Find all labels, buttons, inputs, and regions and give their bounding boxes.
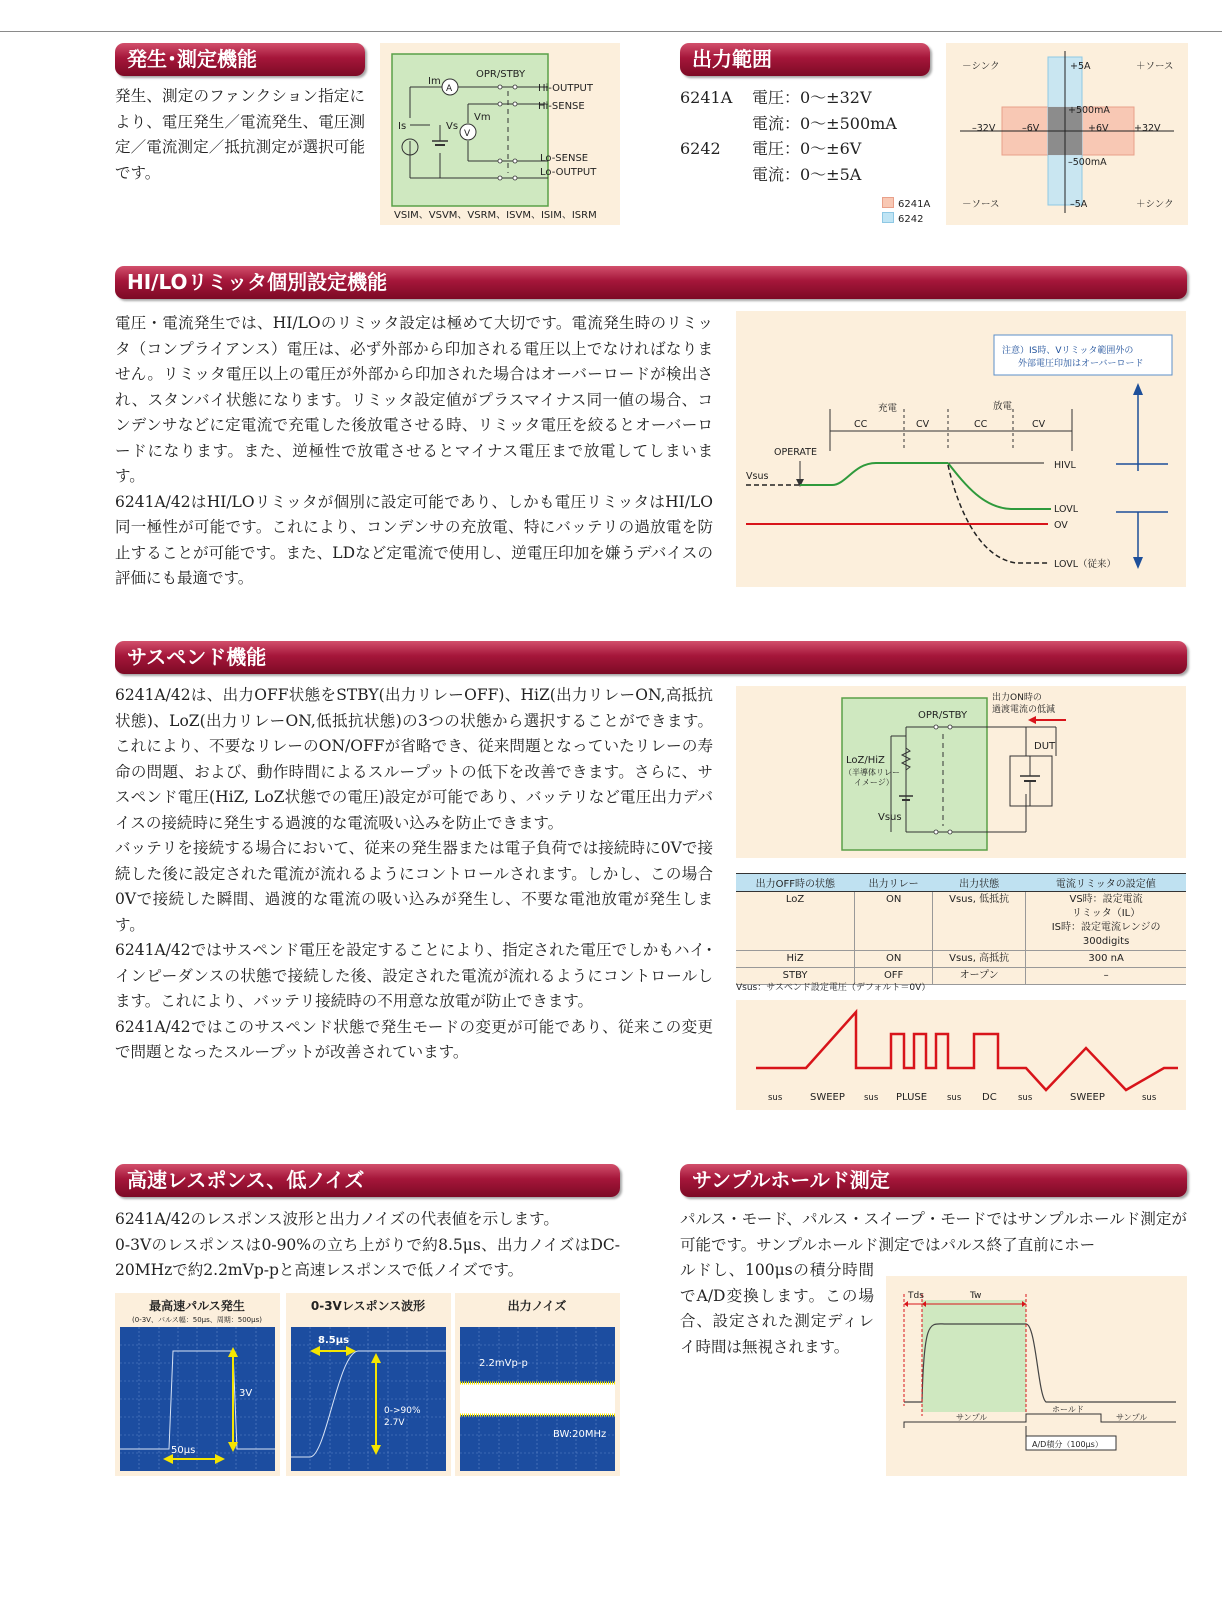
section-header-range: 出力範囲 <box>680 43 930 76</box>
lo-sense-label: Lo-SENSE <box>540 153 589 164</box>
transient-note-line1: 出力ON時の <box>992 693 1042 703</box>
suspend-mode-waveform <box>736 1000 1186 1110</box>
output-range-diagram <box>946 43 1188 225</box>
minus-source-label: －ソース <box>962 199 1000 210</box>
table-header: 出力リレー <box>855 874 933 892</box>
suspend-paragraph: 6241A/42ではサスペンド電圧を設定することにより、指定された電圧でしかもハイ･インピーダンスの状態で接続した後、設定された電流が流れるようにコントロールします。これにより、バッテリ接続時の不用意な放電が防止できます。 <box>115 941 713 1010</box>
scope-label-risetime: 8.5μs <box>318 1335 350 1346</box>
suspend-paragraph: 6241A/42は、出力OFF状態をSTBY(出力リレーOFF)、HiZ(出力リレーON,高抵抗状態)、LoZ(出力リレーON,低抵抗状態)の3つの状態から選択することができます。これにより、不要なリレーのON/OFFが省略でき、従来問題となっていたリレーの寿命の問題、および、動作時間によるスループットの低下を改善できます。さらに、サスペンド電圧(HiZ, LoZ状態での電圧)設定が可能であり、バッテリなど電圧出力デバイスの接続時に発生する過渡的な電流吸い込みを防止できます。 <box>115 686 713 832</box>
scope-label-noise: 2.2mVp-p <box>479 1358 528 1369</box>
charge-label: 充電 <box>878 403 898 414</box>
wave-label: sus <box>1142 1093 1157 1103</box>
section-header-generation: 発生･測定機能 <box>115 43 365 76</box>
plus-5a-label: +5A <box>1070 61 1091 72</box>
is-label: Is <box>398 121 407 132</box>
section-header-response: 高速レスポンス、低ノイズ <box>115 1164 620 1197</box>
minus-5a-label: –5A <box>1070 199 1088 210</box>
range-spec-list <box>680 85 897 187</box>
scope-label-amplitude: 3V <box>239 1388 253 1399</box>
vm-label: Vm <box>474 112 491 123</box>
wave-label: sus <box>947 1093 962 1103</box>
sample-hold-text-narrow: ルドし、100μsの積分時間でA/D変換します。この場合、設定された測定ディレイ時間は無視されます。 <box>680 1261 874 1356</box>
voltmeter-v-label: V <box>464 129 471 139</box>
response-paragraph: 6241A/42のレスポンス波形と出力ノイズの代表値を示します。 <box>115 1210 559 1228</box>
lo-output-label: Lo-OUTPUT <box>540 167 597 178</box>
dut-label: DUT <box>1034 741 1056 752</box>
scope-pulse <box>115 1293 280 1476</box>
table-row: STBY OFF オープン – <box>736 968 1186 985</box>
lovl-conventional-label: LOVL（従来） <box>1054 559 1117 570</box>
discharge-label: 放電 <box>993 401 1013 412</box>
table-row: HiZ ON Vsus, 高抵抗 300 nA <box>736 951 1186 968</box>
sample-hold-text-full: パルス・モード、パルス・スイープ・モードではサンプルホールド測定が可能です。サンプルホールド測定ではパルス終了直前にホー <box>680 1210 1187 1254</box>
suspend-paragraph: バッテリを接続する場合において、従来の発生器または電子負荷では接続時に0Vで接続した後に設定された電流が流れるようにコントロールされます。しかし、この場合0Vで接続した瞬間、過渡的な電流の吸い込みが発生し、不要な電池放電が発生します。 <box>115 839 713 934</box>
hold-label: ホールド <box>1052 1405 1084 1414</box>
minus-32v-label: –32V <box>972 123 996 134</box>
table-header: 電流リミッタの設定値 <box>1026 874 1186 892</box>
wave-label: SWEEP <box>1070 1092 1105 1103</box>
range-row: 6241A 電圧：0～±32V <box>680 88 872 107</box>
scope-label-bandwidth: BW:20MHz <box>553 1429 607 1440</box>
scope-label-width: 50μs <box>171 1445 196 1456</box>
sample-label-1: サンプル <box>956 1413 988 1422</box>
operate-label: OPERATE <box>774 447 817 458</box>
scope-label-percent: 0->90% <box>384 1406 421 1416</box>
suspend-paragraph: 6241A/42ではこのサスペンド状態で発生モードの変更が可能であり、従来この変更で問題となったスループットが改善されています。 <box>115 1017 713 1061</box>
scope-label-voltage: 2.7V <box>384 1418 405 1428</box>
hi-output-label: Hi-OUTPUT <box>538 83 593 94</box>
cc-label-2: CC <box>974 419 988 430</box>
suspend-state-table <box>736 873 1186 985</box>
suspend-text <box>115 683 713 1066</box>
scope-title: 出力ノイズ <box>507 1299 567 1313</box>
lovl-label: LOVL <box>1054 504 1079 515</box>
range-row: 電流：0～±500mA <box>752 113 897 133</box>
wave-label: sus <box>768 1093 783 1103</box>
opr-stby-label: OPR/STBY <box>476 69 526 80</box>
response-paragraph: 0-3Vのレスポンスは0-90%の立ち上がりで約8.5μs、出力ノイズはDC-20MHzで約2.2mVp-pと高速レスポンスで低ノイズです。 <box>115 1235 620 1279</box>
range-row: 電流：0～±5A <box>752 164 862 184</box>
limiter-paragraph: 6241A/42はHI/LOリミッタが個別に設定可能であり、しかも電圧リミッタはHI/LO同一極性が可能です。これにより、コンデンサの充放電、特にバッテリの過放電を防止することが可能です。また、LDなど定電流で使用し、逆電圧印加を嫌うデバイスの評価にも最適です。 <box>115 492 713 587</box>
limiter-note-line2: 外部電圧印加はオーバーロード <box>1018 359 1144 369</box>
plus-32v-label: +32V <box>1134 123 1161 134</box>
ad-integration-label: A/D積分（100μs） <box>1032 1440 1103 1449</box>
scope-noise <box>455 1293 620 1476</box>
generation-text: 発生、測定のファンクション指定により、電圧発生／電流発生、電圧測定／電流測定／抵抗測定が選択可能です。 <box>115 87 365 182</box>
plus-source-label: ＋ソース <box>1136 61 1174 72</box>
section-header-limiter: HI/LOリミッタ個別設定機能 <box>115 266 1187 299</box>
hi-sense-label: Hi-SENSE <box>538 101 585 112</box>
tw-label: Tw <box>970 1291 982 1301</box>
scope-title: 最高速パルス発生 <box>149 1299 245 1313</box>
opr-stby-label: OPR/STBY <box>918 710 968 721</box>
generation-circuit-diagram <box>380 43 620 225</box>
table-row: LoZ ON Vsus, 低抵抗 VS時：設定電流 リミッタ（IL） IS時：設定電流レンジの 300digits <box>736 892 1186 951</box>
limiter-paragraph: 電圧・電流発生では、HI/LOのリミッタ設定は極めて大切です。電流発生時のリミッタ（コンプライアンス）電圧は、必ず外部から印加される電圧以上でなければなりません。リミッタ電圧以上の電圧が外部から印加された場合はオーバーロードが検出され、スタンバイ状態になります。リミッタ設定値がプラスマイナス同一値の場合、コンデンサなどに定電流で充電した後放電させる時、リミッタ電圧を絞るとオーバーロードになります。また、逆極性で放電させるとマイナス電圧まで放電してしまいます。 <box>115 314 713 485</box>
sample-hold-timing-diagram <box>886 1276 1187 1476</box>
cc-label-1: CC <box>854 419 868 430</box>
scope-response <box>286 1293 451 1476</box>
plus-500ma-label: +500mA <box>1068 105 1110 116</box>
cv-label-1: CV <box>916 419 930 430</box>
im-label: Im <box>428 76 441 87</box>
table-header: 出力OFF時の状態 <box>736 874 855 892</box>
scope-subtitle: (0-3V、パルス幅：50μs、周期：500μs) <box>132 1316 262 1324</box>
vs-label: Vs <box>446 121 459 132</box>
table-header: 出力状態 <box>933 874 1026 892</box>
tds-label: Tds <box>908 1291 924 1301</box>
limiter-waveform-diagram <box>736 311 1186 587</box>
wave-label: PLUSE <box>896 1092 928 1103</box>
section-header-sample-hold: サンプルホールド測定 <box>680 1164 1187 1197</box>
plus-6v-label: +6V <box>1088 123 1109 134</box>
limiter-text <box>115 311 713 592</box>
wave-label: sus <box>864 1093 879 1103</box>
scope-title: 0-3Vレスポンス波形 <box>310 1299 426 1313</box>
top-rule <box>0 31 1222 32</box>
loz-hiz-label: LoZ/HiZ <box>846 755 885 766</box>
section-header-suspend: サスペンド機能 <box>115 641 1187 674</box>
transient-note-line2: 過渡電流の低減 <box>992 705 1056 715</box>
suspend-circuit-diagram <box>736 686 1186 858</box>
range-legend: 6241A 6242 <box>882 197 930 227</box>
vsus-label: Vsus <box>878 812 902 823</box>
minus-6v-label: –6V <box>1022 123 1040 134</box>
wave-label: SWEEP <box>810 1092 845 1103</box>
response-text <box>115 1207 620 1284</box>
ammeter-a-label: A <box>446 84 453 94</box>
minus-500ma-label: –500mA <box>1068 157 1107 168</box>
minus-sink-label: －シンク <box>962 61 1000 72</box>
cv-label-2: CV <box>1032 419 1046 430</box>
relay-note-line1: （半導体リレー <box>844 768 900 777</box>
wave-label: sus <box>1018 1093 1033 1103</box>
limiter-note-line1: 注意）IS時、Vリミッタ範囲外の <box>1002 346 1134 356</box>
vsus-label: Vsus <box>746 471 769 482</box>
hivl-label: HIVL <box>1054 460 1076 471</box>
plus-sink-label: ＋シンク <box>1136 199 1174 210</box>
relay-note-line2: イメージ） <box>854 778 894 787</box>
ov-label: OV <box>1054 520 1068 531</box>
wave-label: DC <box>982 1092 997 1103</box>
range-row: 6242 電圧：0～±6V <box>680 139 862 158</box>
table-footnote: Vsus：サスペンド設定電圧（デフォルト＝0V） <box>736 983 931 993</box>
modes-label: VSIM、VSVM、VSRM、ISVM、ISIM、ISRM <box>394 210 597 221</box>
sample-label-2: サンプル <box>1116 1413 1148 1422</box>
